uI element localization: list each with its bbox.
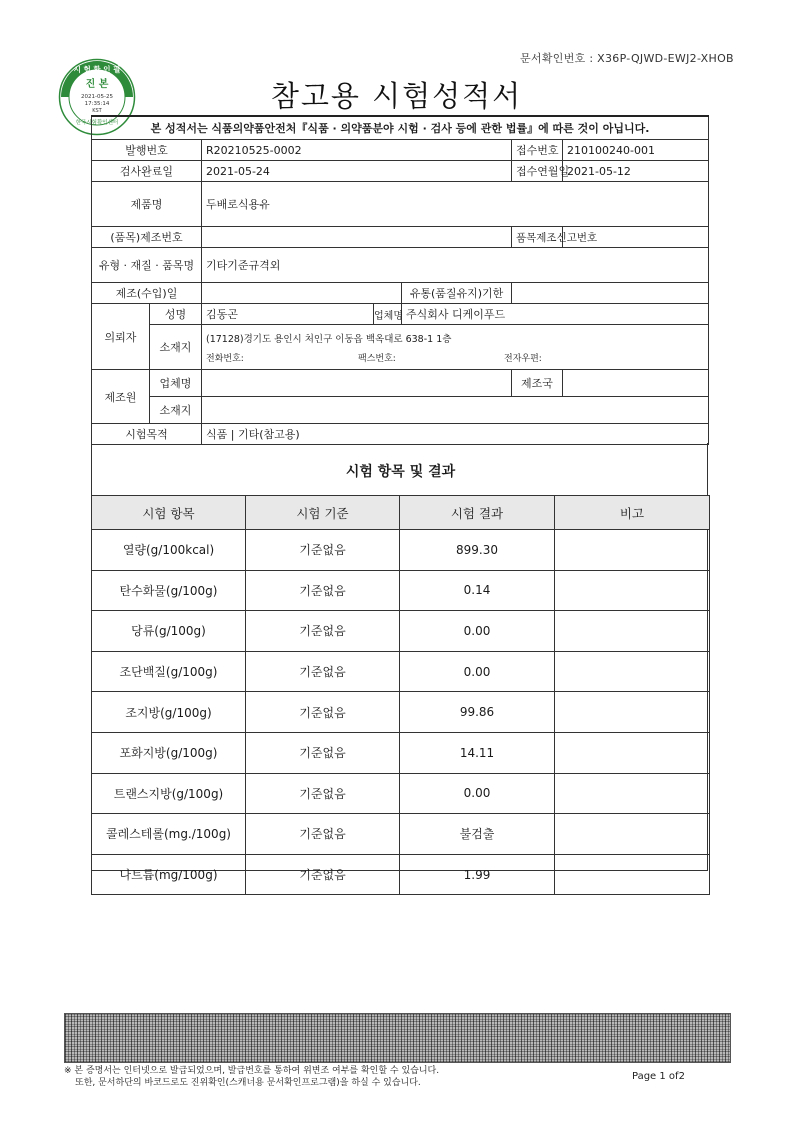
row-standard: 기준없음 bbox=[246, 814, 400, 855]
row-result: 899.30 bbox=[400, 530, 555, 571]
seal-time: 17:35:14 bbox=[84, 101, 110, 107]
country-value bbox=[563, 370, 709, 397]
results-section bbox=[91, 443, 708, 883]
page-title: 참고용 시험성적서 bbox=[270, 79, 523, 113]
addr-label: 소재지 bbox=[150, 325, 202, 370]
row-result: 0.00 bbox=[400, 651, 555, 692]
header-standard: 시험 기준 bbox=[246, 496, 400, 530]
table-row bbox=[92, 530, 710, 571]
header-item: 시험 항목 bbox=[92, 496, 246, 530]
fax-label: 팩스번호: bbox=[358, 353, 396, 364]
info-table bbox=[91, 115, 709, 445]
row-item: 탄수화물(g/100g) bbox=[92, 570, 246, 611]
row-item: 콜레스테롤(mg./100g) bbox=[92, 814, 246, 855]
row-note bbox=[555, 732, 710, 773]
row-note bbox=[555, 611, 710, 652]
product-value: 두배로식용유 bbox=[202, 182, 709, 227]
row-note bbox=[555, 651, 710, 692]
issue-no-label: 발행번호 bbox=[92, 140, 202, 161]
row-item: 조단백질(g/100g) bbox=[92, 651, 246, 692]
company-value: 주식회사 디케이푸드 bbox=[402, 304, 709, 325]
row-standard: 기준없음 bbox=[246, 570, 400, 611]
maker-label: 제조원 bbox=[92, 370, 150, 424]
row-note bbox=[555, 814, 710, 855]
expiry-value bbox=[512, 283, 709, 304]
receipt-no-value: 210100240-001 bbox=[563, 140, 709, 161]
row-item: 열량(g/100kcal) bbox=[92, 530, 246, 571]
report-no-label: 품목제조신고번호 bbox=[512, 227, 563, 248]
row-standard: 기준없음 bbox=[246, 611, 400, 652]
mfg-date-value bbox=[202, 283, 402, 304]
mfg-no-value bbox=[202, 227, 512, 248]
row-result: 0.00 bbox=[400, 773, 555, 814]
addr-value: (17128)경기도 용인시 처인구 이동읍 백옥대로 638-1 1층 bbox=[206, 333, 452, 345]
seal-top-text: 시 험 확 인 필 bbox=[73, 65, 121, 74]
row-item: 트랜스지방(g/100g) bbox=[92, 773, 246, 814]
row-note bbox=[555, 854, 710, 895]
seal-bottom-text: 한국시험확인센터 bbox=[75, 120, 119, 126]
purpose-value: 식품 | 기타(참고용) bbox=[202, 424, 709, 445]
row-note bbox=[555, 530, 710, 571]
row-result: 99.86 bbox=[400, 692, 555, 733]
maker-addr-value bbox=[202, 397, 709, 424]
results-table bbox=[91, 495, 710, 895]
row-result: 0.00 bbox=[400, 611, 555, 652]
header-note: 비고 bbox=[555, 496, 710, 530]
receipt-date-value: 2021-05-12 bbox=[563, 161, 709, 182]
row-standard: 기준없음 bbox=[246, 692, 400, 733]
email-label: 전자우편: bbox=[504, 353, 542, 364]
name-label: 성명 bbox=[150, 304, 202, 325]
row-item: 나트륨(mg/100g) bbox=[92, 854, 246, 895]
done-date-value: 2021-05-24 bbox=[202, 161, 512, 182]
document-id: 문서확인번호 : X36P-QJWD-EWJ2-XHOB bbox=[520, 52, 734, 65]
client-label: 의뢰자 bbox=[92, 304, 150, 370]
country-label: 제조국 bbox=[512, 370, 563, 397]
contact-line bbox=[206, 351, 704, 364]
footer-note-2: 또한, 문서하단의 바코드로도 진위확인(스캐너용 문서확인프로그램)을 하실 수 있습니다. bbox=[75, 1078, 421, 1088]
type-label: 유형 · 재질 · 품목명 bbox=[92, 248, 202, 283]
issue-no-value: R20210525-0002 bbox=[202, 140, 512, 161]
row-standard: 기준없음 bbox=[246, 773, 400, 814]
document-barcode bbox=[64, 1013, 731, 1063]
table-row bbox=[92, 651, 710, 692]
table-row bbox=[92, 854, 710, 895]
purpose-label: 시험목적 bbox=[92, 424, 202, 445]
mfg-date-label: 제조(수입)일 bbox=[92, 283, 202, 304]
table-row bbox=[92, 732, 710, 773]
row-item: 당류(g/100g) bbox=[92, 611, 246, 652]
row-item: 포화지방(g/100g) bbox=[92, 732, 246, 773]
mfg-no-label: (품목)제조번호 bbox=[92, 227, 202, 248]
row-result: 1.99 bbox=[400, 854, 555, 895]
maker-company-value bbox=[202, 370, 512, 397]
row-result: 불검출 bbox=[400, 814, 555, 855]
page-number: Page 1 of2 bbox=[632, 1071, 685, 1082]
product-label: 제품명 bbox=[92, 182, 202, 227]
row-result: 0.14 bbox=[400, 570, 555, 611]
maker-addr-label: 소재지 bbox=[150, 397, 202, 424]
seal-tz: KST bbox=[92, 108, 102, 114]
tel-label: 전화번호: bbox=[206, 353, 244, 364]
type-value: 기타기준규격외 bbox=[202, 248, 709, 283]
table-row bbox=[92, 611, 710, 652]
notice-text: 본 성적서는 식품의약품안전처『식품 · 의약품분야 시험 · 검사 등에 관한 법률』에 따른 것이 아닙니다. bbox=[92, 116, 709, 140]
seal-center-text: 진 본 bbox=[85, 79, 109, 90]
row-standard: 기준없음 bbox=[246, 854, 400, 895]
table-row bbox=[92, 773, 710, 814]
results-title: 시험 항목 및 결과 bbox=[345, 464, 456, 480]
footer-note-1: ※ 본 증명서는 인터넷으로 발급되었으며, 발급번호를 통하여 위변조 여부를 확인할 수 있습니다. bbox=[64, 1066, 440, 1076]
name-value: 김동곤 bbox=[202, 304, 374, 325]
table-row bbox=[92, 692, 710, 733]
expiry-label: 유통(품질유지)기한 bbox=[402, 283, 512, 304]
row-note bbox=[555, 692, 710, 733]
row-note bbox=[555, 773, 710, 814]
seal-date: 2021-05-25 bbox=[81, 94, 113, 100]
table-row bbox=[92, 570, 710, 611]
row-standard: 기준없음 bbox=[246, 530, 400, 571]
maker-company-label: 업체명 bbox=[150, 370, 202, 397]
row-note bbox=[555, 570, 710, 611]
row-standard: 기준없음 bbox=[246, 732, 400, 773]
row-result: 14.11 bbox=[400, 732, 555, 773]
table-row bbox=[92, 814, 710, 855]
company-label: 업체명 bbox=[374, 304, 402, 325]
done-date-label: 검사완료일 bbox=[92, 161, 202, 182]
row-item: 조지방(g/100g) bbox=[92, 692, 246, 733]
row-standard: 기준없음 bbox=[246, 651, 400, 692]
receipt-no-label: 접수번호 bbox=[512, 140, 563, 161]
receipt-date-label: 접수연월일 bbox=[512, 161, 563, 182]
header-result: 시험 결과 bbox=[400, 496, 555, 530]
addr-cell bbox=[202, 325, 709, 370]
